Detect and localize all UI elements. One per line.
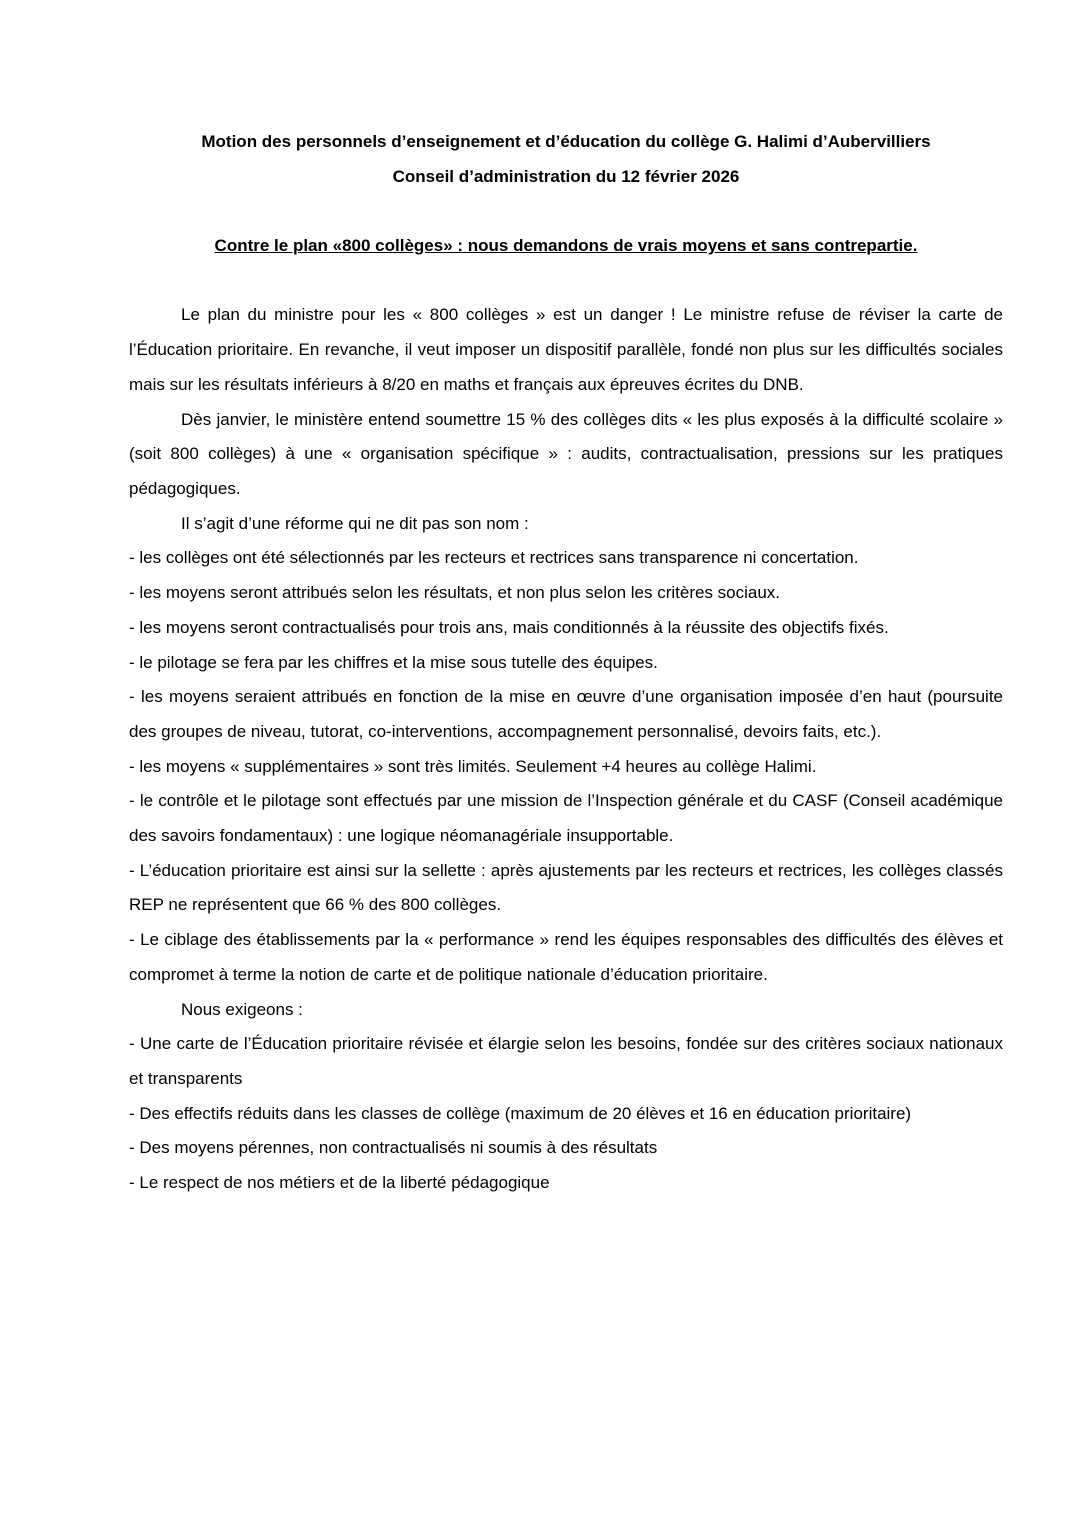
section-heading: Contre le plan «800 collèges» : nous demandons de vrais moyens et sans contrepartie. — [214, 236, 918, 256]
list-item: - Des moyens pérennes, non contractualisés ni soumis à des résultats — [129, 1138, 658, 1158]
list-item: - le pilotage se fera par les chiffres et la mise sous tutelle des équipes. — [129, 652, 658, 672]
list-item: - Des effectifs réduits dans les classes de collège (maximum de 20 élèves et 16 en éducation prioritaire) — [129, 1103, 912, 1123]
paragraph: Dès janvier, le ministère entend soumettre 15 % des collèges dits « les plus exposés à la difficulté scolaire » (soit 800 collèges) à une « organisation spécifique » : audits, contractualisation, pressions sur les pratiques pédagogiques. — [129, 409, 1003, 498]
list-item: - L’éducation prioritaire est ainsi sur la sellette : après ajustements par les recteurs et rectrices, les collèges classés REP ne représentent que 66 % des 800 collèges. — [129, 860, 1003, 915]
list-item: - Le ciblage des établissements par la « performance » rend les équipes responsables des difficultés des élèves et compromet à terme la notion de carte et de politique nationale d’éducation prioritaire. — [129, 930, 1003, 984]
document-subtitle: Conseil d’administration du 12 février 2026 — [392, 166, 740, 186]
list-item: - les moyens « supplémentaires » sont très limités. Seulement +4 heures au collège Halimi. — [129, 756, 817, 776]
list-item: - les collèges ont été sélectionnés par les recteurs et rectrices sans transparence ni concertation. — [129, 548, 859, 568]
list-item: - Le respect de nos métiers et de la liberté pédagogique — [129, 1173, 550, 1193]
list-item: - les moyens seraient attribués en fonction de la mise en œuvre d’une organisation imposée d’en haut (poursuite des groupes de niveau, tutorat, co-interventions, accompagnement personnalisé, devoirs faits, etc.). — [129, 687, 1003, 741]
paragraph: Le plan du ministre pour les « 800 collèges » est un danger ! Le ministre refuse de réviser la carte de l’Éducation prioritaire. En revanche, il veut imposer un dispositif parallèle, fondé non plus sur les difficultés sociales mais sur les résultats inférieurs à 8/20 en maths et français aux épreuves écrites du DNB. — [129, 305, 1003, 394]
list-item: - le contrôle et le pilotage sont effectués par une mission de l’Inspection générale et du CASF (Conseil académique des savoirs fondamentaux) : une logique néomanagériale insupportable. — [129, 791, 1003, 846]
paragraph: Il s’agit d’une réforme qui ne dit pas son nom : — [181, 513, 529, 533]
paragraph: Nous exigeons : — [181, 999, 303, 1019]
list-item: - Une carte de l’Éducation prioritaire révisée et élargie selon les besoins, fondée sur des critères sociaux nationaux et transparents — [129, 1034, 1003, 1088]
document-title: Motion des personnels d’enseignement et d’éducation du collège G. Halimi d’Aubervilliers — [201, 132, 931, 151]
list-item: - les moyens seront attribués selon les résultats, et non plus selon les critères sociaux. — [129, 583, 781, 603]
list-item: - les moyens seront contractualisés pour trois ans, mais conditionnés à la réussite des objectifs fixés. — [129, 617, 889, 637]
